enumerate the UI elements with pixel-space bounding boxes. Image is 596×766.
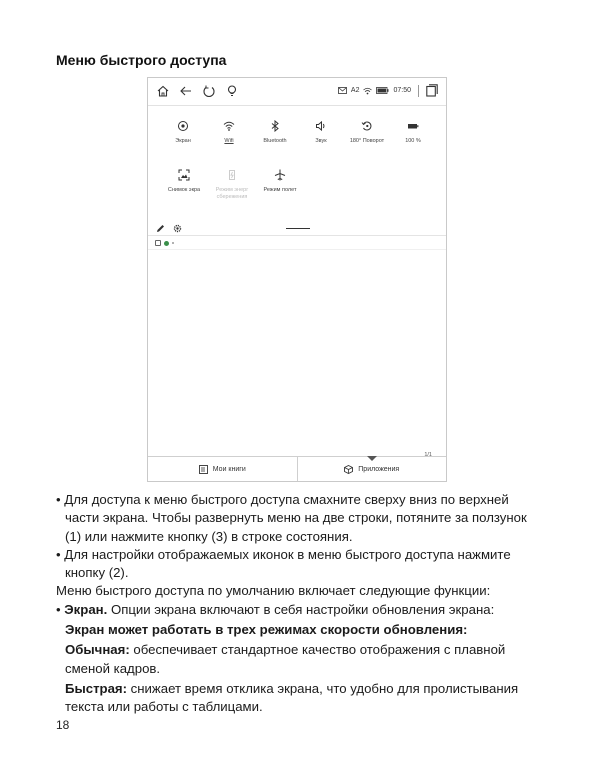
bluetooth-icon bbox=[269, 120, 281, 132]
bullet-paragraph: • Экран. Опции экрана включают в себя настройки обновления экрана: bbox=[56, 601, 495, 617]
message-icon bbox=[338, 87, 347, 95]
tile-label: Режим полет bbox=[263, 186, 297, 193]
screenshot-icon bbox=[178, 169, 190, 181]
term-fast: Быстрая: bbox=[65, 680, 128, 696]
books-icon bbox=[199, 465, 208, 474]
tile-label: Bluetooth bbox=[263, 138, 287, 144]
tile-label: Экран bbox=[175, 138, 191, 144]
tile-energy-mode[interactable] bbox=[208, 167, 256, 201]
screen-icon bbox=[177, 120, 189, 132]
paragraph-text: Для настройки отображаемых иконок в меню быстрого доступа нажмите кнопку (2). bbox=[64, 546, 511, 581]
tile-label: Снимок экра bbox=[167, 186, 201, 193]
term-normal: Обычная: bbox=[65, 642, 130, 658]
bottom-tab-bar bbox=[148, 456, 446, 481]
tab-label: Приложения bbox=[358, 465, 400, 473]
energy-mode-icon bbox=[226, 169, 238, 181]
tile-label: Звук bbox=[315, 138, 327, 144]
notification-icons bbox=[155, 240, 174, 246]
tile-label: Wifi bbox=[224, 138, 234, 144]
page-number: 18 bbox=[56, 718, 70, 732]
paragraph: Меню быстрого доступа по умолчанию включает следующие функции: bbox=[56, 583, 491, 599]
home-icon[interactable] bbox=[156, 84, 170, 98]
paragraph-text: Опции экрана включают в себя настройки обновления экрана: bbox=[107, 601, 495, 617]
tile-airplane[interactable] bbox=[256, 167, 304, 201]
notification-dot-icon bbox=[164, 241, 169, 246]
rotate-icon bbox=[361, 120, 373, 132]
tile-battery[interactable] bbox=[390, 118, 436, 145]
tile-bluetooth[interactable] bbox=[252, 118, 298, 145]
tiles-row-2 bbox=[160, 167, 436, 201]
subheading-text: Экран может работать в трех режимах скорости обновления: bbox=[65, 622, 468, 638]
term-screen: Экран. bbox=[64, 601, 108, 617]
battery-icon bbox=[407, 120, 419, 132]
paragraph bbox=[56, 641, 546, 678]
paragraph-text: обеспечивает стандартное качество отображения с плавной сменой кадров. bbox=[65, 642, 506, 676]
settings-gear-icon[interactable] bbox=[173, 224, 182, 233]
tile-label: 180° Поворот bbox=[349, 138, 385, 144]
refresh-mode-label: A2 bbox=[350, 87, 360, 94]
tile-screenshot[interactable] bbox=[160, 167, 208, 201]
tab-apps[interactable] bbox=[297, 457, 447, 481]
sound-icon bbox=[315, 120, 327, 132]
tile-label: Режим энерг сбережения bbox=[215, 186, 249, 200]
edit-icon[interactable] bbox=[156, 224, 165, 233]
light-bulb-icon[interactable] bbox=[225, 84, 239, 98]
back-icon[interactable] bbox=[179, 84, 193, 98]
tile-sound[interactable] bbox=[298, 118, 344, 145]
tab-my-books[interactable] bbox=[148, 457, 297, 481]
expand-slider-handle[interactable] bbox=[286, 228, 310, 229]
tile-rotate[interactable] bbox=[344, 118, 390, 145]
notification-square-icon bbox=[155, 240, 161, 246]
notification-small-dot-icon bbox=[172, 242, 174, 244]
paragraph-text: снижает время отклика экрана, что удобно для пролистывания текста или работы с таблицами. bbox=[65, 680, 519, 715]
airplane-icon bbox=[274, 169, 286, 181]
apps-icon bbox=[344, 465, 353, 474]
status-bar bbox=[148, 78, 446, 106]
refresh-icon[interactable] bbox=[202, 84, 216, 98]
notification-divider bbox=[148, 249, 446, 250]
menu-divider bbox=[148, 235, 446, 236]
paragraph bbox=[56, 680, 546, 717]
device-screenshot bbox=[147, 77, 447, 482]
tile-wifi[interactable] bbox=[206, 118, 252, 145]
body-text bbox=[56, 491, 546, 717]
tiles-row-1 bbox=[160, 118, 436, 145]
paragraph-text: Для доступа к меню быстрого доступа смахните сверху вниз по верхней части экрана. Чтобы развернуть меню на две строки, потяните за ползунок (1) или нажмите кнопку (3) в строке состояния. bbox=[64, 492, 527, 544]
tab-label: Мои книги bbox=[212, 465, 246, 473]
status-time: 07:50 bbox=[393, 87, 411, 94]
quick-settings-tiles bbox=[160, 118, 436, 201]
page-indicator: 1/1 bbox=[424, 452, 432, 458]
bullet-paragraph: • Для настройки отображаемых иконок в меню быстрого доступа нажмите кнопку (2). bbox=[56, 546, 511, 581]
active-tab-notch bbox=[367, 456, 377, 461]
menu-tools bbox=[156, 224, 182, 233]
bullet-paragraph: • Для доступа к меню быстрого доступа смахните сверху вниз по верхней части экрана. Чтобы развернуть меню на две строки, потяните за ползунок (1) или нажмите кнопку (3) в строке состояния. bbox=[56, 492, 527, 544]
section-title: Меню быстрого доступа bbox=[56, 52, 227, 68]
tile-label: 100 % bbox=[405, 138, 421, 144]
expand-menu-icon[interactable] bbox=[426, 84, 438, 97]
wifi-status-icon bbox=[363, 87, 372, 95]
tile-screen[interactable] bbox=[160, 118, 206, 145]
subheading bbox=[56, 621, 546, 639]
wifi-icon bbox=[223, 120, 235, 132]
battery-status-icon bbox=[376, 87, 389, 94]
